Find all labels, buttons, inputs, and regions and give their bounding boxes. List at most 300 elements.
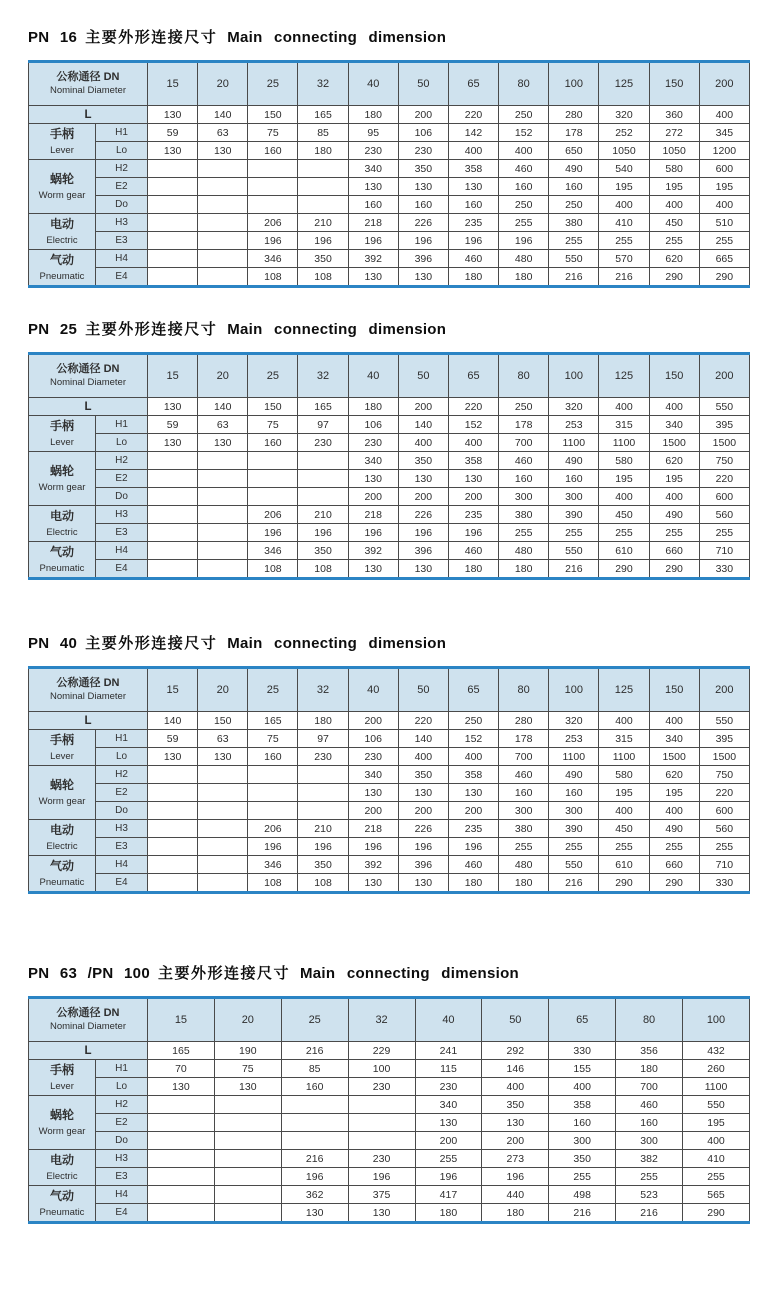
dn-header-cell: 20 bbox=[198, 354, 248, 398]
group-label-cell bbox=[29, 1186, 96, 1223]
dim-value-cell: 130 bbox=[448, 784, 498, 802]
header-label-en: Nominal Diameter bbox=[49, 1021, 127, 1033]
dim-value-cell: 400 bbox=[649, 712, 699, 730]
dim-value-cell: 490 bbox=[649, 506, 699, 524]
dim-value-cell bbox=[298, 784, 348, 802]
dim-value-cell: 392 bbox=[348, 542, 398, 560]
dim-value-cell: 400 bbox=[599, 802, 649, 820]
dim-value-cell: 273 bbox=[482, 1150, 549, 1168]
param-label-cell: H2 bbox=[96, 766, 148, 784]
dim-value-cell: 218 bbox=[348, 820, 398, 838]
dim-value-cell: 400 bbox=[649, 398, 699, 416]
dim-value-cell: 130 bbox=[348, 784, 398, 802]
dim-value-cell: 250 bbox=[499, 196, 549, 214]
dim-value-cell: 130 bbox=[214, 1078, 281, 1096]
dim-value-cell: 600 bbox=[699, 488, 749, 506]
dim-value-cell: 152 bbox=[448, 730, 498, 748]
group-label-en: Electric bbox=[46, 840, 78, 852]
header-label-cn: 公称通径 DN bbox=[56, 363, 120, 376]
dim-value-cell: 255 bbox=[549, 838, 599, 856]
param-label-cell: E3 bbox=[96, 524, 148, 542]
dim-value-cell: 130 bbox=[415, 1114, 482, 1132]
dim-value-cell: 1100 bbox=[549, 434, 599, 452]
dim-value-cell: 235 bbox=[448, 820, 498, 838]
dim-value-cell: 196 bbox=[482, 1168, 549, 1186]
dim-value-cell: 130 bbox=[448, 178, 498, 196]
dim-value-cell: 70 bbox=[148, 1060, 215, 1078]
dim-value-cell: 230 bbox=[415, 1078, 482, 1096]
dim-value-cell: 140 bbox=[198, 398, 248, 416]
section-title-english: Main connecting dimension bbox=[227, 635, 447, 652]
dim-value-cell bbox=[198, 268, 248, 287]
dim-value-cell: 400 bbox=[448, 142, 498, 160]
length-row-label-cell: L bbox=[29, 712, 148, 730]
dim-value-cell: 75 bbox=[248, 124, 298, 142]
dim-value-cell: 130 bbox=[148, 1078, 215, 1096]
dn-header-cell: 25 bbox=[248, 354, 298, 398]
dim-value-cell: 1500 bbox=[649, 434, 699, 452]
dim-value-cell: 226 bbox=[398, 506, 448, 524]
dim-value-cell: 400 bbox=[649, 802, 699, 820]
dim-value-cell: 255 bbox=[499, 214, 549, 232]
dim-value-cell: 610 bbox=[599, 856, 649, 874]
dim-value-cell: 480 bbox=[499, 542, 549, 560]
dim-value-cell: 200 bbox=[398, 398, 448, 416]
dim-value-cell: 130 bbox=[398, 560, 448, 579]
dim-value-cell bbox=[148, 214, 198, 232]
param-label-cell: H2 bbox=[96, 1096, 148, 1114]
dim-value-cell: 106 bbox=[348, 416, 398, 434]
dim-value-cell: 460 bbox=[499, 160, 549, 178]
dim-value-cell: 130 bbox=[148, 142, 198, 160]
dim-value-cell: 340 bbox=[348, 766, 398, 784]
group-label-cn: 气动 bbox=[49, 544, 74, 559]
dim-value-cell: 300 bbox=[549, 1132, 616, 1150]
param-label-cell: H1 bbox=[96, 1060, 148, 1078]
dim-value-cell: 196 bbox=[415, 1168, 482, 1186]
dim-value-cell: 75 bbox=[248, 730, 298, 748]
dim-value-cell: 460 bbox=[499, 452, 549, 470]
header-label-en: Nominal Diameter bbox=[49, 85, 127, 97]
dim-value-cell: 63 bbox=[198, 124, 248, 142]
dim-value-cell: 195 bbox=[649, 178, 699, 196]
dim-value-cell bbox=[148, 1132, 215, 1150]
dim-value-cell: 178 bbox=[549, 124, 599, 142]
dim-value-cell bbox=[148, 452, 198, 470]
dim-value-cell bbox=[198, 542, 248, 560]
dim-value-cell: 196 bbox=[298, 838, 348, 856]
dim-value-cell bbox=[248, 160, 298, 178]
group-label-en: Lever bbox=[50, 144, 74, 156]
dim-value-cell: 180 bbox=[298, 142, 348, 160]
dim-value-cell: 346 bbox=[248, 250, 298, 268]
dn-header-cell: 32 bbox=[298, 668, 348, 712]
dim-value-cell bbox=[148, 820, 198, 838]
dim-value-cell: 160 bbox=[448, 196, 498, 214]
section-title bbox=[28, 26, 750, 47]
dim-value-cell: 152 bbox=[499, 124, 549, 142]
dim-value-cell: 130 bbox=[398, 178, 448, 196]
dim-value-cell: 400 bbox=[699, 196, 749, 214]
dim-value-cell: 160 bbox=[616, 1114, 683, 1132]
dim-value-cell: 550 bbox=[549, 856, 599, 874]
dim-value-cell: 400 bbox=[649, 488, 699, 506]
dim-value-cell: 255 bbox=[699, 838, 749, 856]
group-label-cell bbox=[29, 1096, 96, 1150]
dn-header-cell: 100 bbox=[549, 668, 599, 712]
dim-value-cell: 523 bbox=[616, 1186, 683, 1204]
dim-value-cell: 108 bbox=[298, 268, 348, 287]
dim-value-cell: 300 bbox=[616, 1132, 683, 1150]
dim-value-cell: 346 bbox=[248, 542, 298, 560]
dim-value-cell: 140 bbox=[398, 416, 448, 434]
dim-value-cell: 290 bbox=[683, 1204, 750, 1223]
dim-value-cell: 165 bbox=[148, 1042, 215, 1060]
dim-value-cell: 350 bbox=[398, 452, 448, 470]
dn-header-cell: 40 bbox=[348, 668, 398, 712]
dn-header-cell: 65 bbox=[448, 354, 498, 398]
dim-value-cell: 130 bbox=[148, 434, 198, 452]
param-label-cell: H1 bbox=[96, 730, 148, 748]
dim-value-cell bbox=[198, 250, 248, 268]
dim-value-cell: 330 bbox=[699, 560, 749, 579]
dim-value-cell: 130 bbox=[148, 748, 198, 766]
dim-value-cell: 350 bbox=[398, 766, 448, 784]
dim-value-cell: 400 bbox=[499, 142, 549, 160]
dim-value-cell: 340 bbox=[415, 1096, 482, 1114]
dim-value-cell: 200 bbox=[448, 488, 498, 506]
dim-value-cell: 108 bbox=[248, 268, 298, 287]
dim-value-cell: 390 bbox=[549, 506, 599, 524]
dim-value-cell: 195 bbox=[599, 784, 649, 802]
param-label-cell: E4 bbox=[96, 560, 148, 579]
dim-value-cell: 1100 bbox=[599, 434, 649, 452]
dim-value-cell bbox=[214, 1114, 281, 1132]
dim-value-cell: 130 bbox=[398, 470, 448, 488]
dim-value-cell: 200 bbox=[415, 1132, 482, 1150]
dim-value-cell bbox=[298, 802, 348, 820]
dim-value-cell: 700 bbox=[499, 434, 549, 452]
dim-value-cell bbox=[148, 784, 198, 802]
dim-value-cell: 410 bbox=[683, 1150, 750, 1168]
dim-value-cell: 75 bbox=[214, 1060, 281, 1078]
dim-value-cell: 255 bbox=[549, 1168, 616, 1186]
dim-value-cell bbox=[148, 160, 198, 178]
dim-value-cell: 216 bbox=[599, 268, 649, 287]
dimension-table bbox=[28, 666, 750, 894]
dim-value-cell: 160 bbox=[248, 142, 298, 160]
dim-value-cell: 196 bbox=[398, 524, 448, 542]
dim-value-cell: 200 bbox=[348, 712, 398, 730]
dim-value-cell: 150 bbox=[248, 106, 298, 124]
dim-value-cell: 255 bbox=[649, 524, 699, 542]
dim-value-cell: 150 bbox=[198, 712, 248, 730]
dim-value-cell: 750 bbox=[699, 766, 749, 784]
dim-value-cell: 196 bbox=[348, 838, 398, 856]
dim-value-cell: 140 bbox=[398, 730, 448, 748]
dim-value-cell: 230 bbox=[348, 1078, 415, 1096]
dim-value-cell: 710 bbox=[699, 856, 749, 874]
dim-value-cell: 255 bbox=[415, 1150, 482, 1168]
section-title-chinese: 主要外形连接尺寸 bbox=[157, 965, 290, 982]
dim-value-cell: 400 bbox=[599, 712, 649, 730]
dim-value-cell: 220 bbox=[699, 470, 749, 488]
dn-header-cell: 15 bbox=[148, 354, 198, 398]
dim-value-cell: 106 bbox=[398, 124, 448, 142]
dim-value-cell: 196 bbox=[281, 1168, 348, 1186]
dim-value-cell: 130 bbox=[398, 784, 448, 802]
dim-value-cell: 85 bbox=[281, 1060, 348, 1078]
dim-value-cell: 320 bbox=[549, 712, 599, 730]
dn-header-cell: 80 bbox=[616, 998, 683, 1042]
param-label-cell: E2 bbox=[96, 178, 148, 196]
dim-value-cell: 180 bbox=[616, 1060, 683, 1078]
dim-value-cell: 130 bbox=[348, 560, 398, 579]
group-label-en: Electric bbox=[46, 234, 78, 246]
dim-value-cell: 350 bbox=[398, 160, 448, 178]
dim-value-cell: 63 bbox=[198, 730, 248, 748]
dim-value-cell: 250 bbox=[448, 712, 498, 730]
dim-value-cell: 255 bbox=[616, 1168, 683, 1186]
dim-value-cell: 160 bbox=[248, 748, 298, 766]
dim-value-cell: 196 bbox=[448, 232, 498, 250]
dimension-table bbox=[28, 996, 750, 1224]
dim-value-cell: 255 bbox=[549, 524, 599, 542]
dim-value-cell: 550 bbox=[549, 250, 599, 268]
group-label-cn: 手柄 bbox=[49, 732, 74, 747]
dim-value-cell: 250 bbox=[499, 106, 549, 124]
dim-value-cell: 565 bbox=[683, 1186, 750, 1204]
dim-value-cell bbox=[198, 232, 248, 250]
dn-header-cell: 50 bbox=[398, 62, 448, 106]
dim-value-cell: 460 bbox=[448, 250, 498, 268]
dim-value-cell: 230 bbox=[298, 434, 348, 452]
dim-value-cell bbox=[148, 1168, 215, 1186]
dim-value-cell: 392 bbox=[348, 856, 398, 874]
dim-value-cell: 580 bbox=[599, 766, 649, 784]
dn-header-cell: 20 bbox=[198, 668, 248, 712]
dim-value-cell: 498 bbox=[549, 1186, 616, 1204]
dim-value-cell: 490 bbox=[549, 160, 599, 178]
dim-value-cell: 560 bbox=[699, 820, 749, 838]
group-label-en: Pneumatic bbox=[39, 562, 85, 574]
dim-value-cell: 180 bbox=[348, 398, 398, 416]
dim-value-cell: 178 bbox=[499, 730, 549, 748]
dim-value-cell: 450 bbox=[599, 820, 649, 838]
section-title-chinese: 主要外形连接尺寸 bbox=[85, 29, 218, 46]
dim-value-cell: 196 bbox=[448, 524, 498, 542]
dim-value-cell: 130 bbox=[348, 874, 398, 893]
dim-value-cell: 165 bbox=[298, 106, 348, 124]
param-label-cell: H4 bbox=[96, 1186, 148, 1204]
param-label-cell: H3 bbox=[96, 820, 148, 838]
dim-value-cell: 660 bbox=[649, 856, 699, 874]
group-label-cn: 电动 bbox=[49, 822, 74, 837]
dim-value-cell: 1500 bbox=[699, 748, 749, 766]
group-label-cn: 电动 bbox=[49, 508, 74, 523]
dim-value-cell: 1100 bbox=[683, 1078, 750, 1096]
dim-value-cell: 255 bbox=[549, 232, 599, 250]
dim-value-cell: 380 bbox=[499, 506, 549, 524]
group-label-cn: 电动 bbox=[49, 216, 74, 231]
dim-value-cell: 206 bbox=[248, 506, 298, 524]
dn-header-cell: 32 bbox=[298, 62, 348, 106]
dim-value-cell: 190 bbox=[214, 1042, 281, 1060]
dim-value-cell: 620 bbox=[649, 452, 699, 470]
group-label-cn: 气动 bbox=[49, 1188, 74, 1203]
dn-header-cell: 25 bbox=[281, 998, 348, 1042]
dim-value-cell bbox=[198, 838, 248, 856]
dim-value-cell: 356 bbox=[616, 1042, 683, 1060]
dim-value-cell: 620 bbox=[649, 250, 699, 268]
param-label-cell: H2 bbox=[96, 452, 148, 470]
dn-header-cell: 100 bbox=[549, 354, 599, 398]
param-label-cell: E3 bbox=[96, 232, 148, 250]
dim-value-cell: 255 bbox=[499, 524, 549, 542]
dn-header-cell: 25 bbox=[248, 668, 298, 712]
dim-value-cell bbox=[298, 160, 348, 178]
group-label-cn: 蜗轮 bbox=[49, 171, 74, 186]
dim-value-cell: 180 bbox=[415, 1204, 482, 1223]
dim-value-cell: 130 bbox=[482, 1114, 549, 1132]
dim-value-cell: 580 bbox=[599, 452, 649, 470]
dim-value-cell: 146 bbox=[482, 1060, 549, 1078]
dim-value-cell: 540 bbox=[599, 160, 649, 178]
dim-value-cell bbox=[198, 452, 248, 470]
dim-value-cell: 130 bbox=[148, 398, 198, 416]
dim-value-cell: 380 bbox=[549, 214, 599, 232]
dim-value-cell bbox=[214, 1204, 281, 1223]
dim-value-cell bbox=[198, 160, 248, 178]
dim-value-cell: 196 bbox=[398, 232, 448, 250]
dim-value-cell: 480 bbox=[499, 250, 549, 268]
dim-value-cell bbox=[298, 766, 348, 784]
dim-value-cell: 210 bbox=[298, 820, 348, 838]
dim-value-cell: 195 bbox=[649, 784, 699, 802]
nominal-diameter-header-cell bbox=[29, 668, 148, 712]
dim-value-cell: 396 bbox=[398, 856, 448, 874]
dim-value-cell bbox=[148, 232, 198, 250]
dim-value-cell bbox=[148, 488, 198, 506]
pn-section-pn40 bbox=[28, 632, 750, 894]
dim-value-cell: 400 bbox=[448, 748, 498, 766]
dim-value-cell: 115 bbox=[415, 1060, 482, 1078]
dim-value-cell bbox=[198, 196, 248, 214]
dim-value-cell bbox=[148, 542, 198, 560]
dim-value-cell bbox=[198, 874, 248, 893]
header-label-cn: 公称通径 DN bbox=[56, 1007, 120, 1020]
dim-value-cell: 130 bbox=[348, 268, 398, 287]
param-label-cell: H3 bbox=[96, 506, 148, 524]
dim-value-cell bbox=[298, 452, 348, 470]
dim-value-cell bbox=[148, 196, 198, 214]
dim-value-cell: 160 bbox=[499, 470, 549, 488]
dim-value-cell: 550 bbox=[699, 712, 749, 730]
dim-value-cell bbox=[248, 488, 298, 506]
dim-value-cell: 358 bbox=[448, 766, 498, 784]
dim-value-cell: 97 bbox=[298, 416, 348, 434]
dim-value-cell: 200 bbox=[398, 106, 448, 124]
dn-header-cell: 20 bbox=[198, 62, 248, 106]
dim-value-cell: 220 bbox=[398, 712, 448, 730]
dim-value-cell: 400 bbox=[599, 196, 649, 214]
dim-value-cell: 350 bbox=[298, 856, 348, 874]
dim-value-cell: 330 bbox=[699, 874, 749, 893]
group-label-en: Lever bbox=[50, 750, 74, 762]
dim-value-cell: 250 bbox=[499, 398, 549, 416]
dim-value-cell bbox=[214, 1168, 281, 1186]
dim-value-cell: 290 bbox=[649, 874, 699, 893]
group-label-cell bbox=[29, 766, 96, 820]
dim-value-cell bbox=[248, 196, 298, 214]
dn-header-cell: 32 bbox=[348, 998, 415, 1042]
header-label-cn: 公称通径 DN bbox=[56, 677, 120, 690]
pn-section-pn25 bbox=[28, 318, 750, 580]
param-label-cell: H4 bbox=[96, 250, 148, 268]
group-label-cell bbox=[29, 1150, 96, 1186]
dim-value-cell bbox=[148, 766, 198, 784]
dim-value-cell: 490 bbox=[649, 820, 699, 838]
dim-value-cell bbox=[148, 506, 198, 524]
dim-value-cell: 440 bbox=[482, 1186, 549, 1204]
header-label-cn: 公称通径 DN bbox=[56, 71, 120, 84]
dn-header-cell: 100 bbox=[549, 62, 599, 106]
dim-value-cell bbox=[281, 1132, 348, 1150]
dim-value-cell bbox=[348, 1096, 415, 1114]
dim-value-cell: 560 bbox=[699, 506, 749, 524]
dn-header-cell: 80 bbox=[499, 668, 549, 712]
param-label-cell: E3 bbox=[96, 838, 148, 856]
dim-value-cell: 196 bbox=[398, 838, 448, 856]
dim-value-cell bbox=[148, 1096, 215, 1114]
header-label-en: Nominal Diameter bbox=[49, 691, 127, 703]
dim-value-cell: 660 bbox=[649, 542, 699, 560]
param-label-cell: H3 bbox=[96, 1150, 148, 1168]
dim-value-cell: 290 bbox=[649, 268, 699, 287]
nominal-diameter-header-cell bbox=[29, 998, 148, 1042]
dim-value-cell: 700 bbox=[499, 748, 549, 766]
dim-value-cell: 180 bbox=[448, 560, 498, 579]
param-label-cell: H4 bbox=[96, 542, 148, 560]
section-title-english: Main connecting dimension bbox=[227, 321, 447, 338]
group-label-en: Lever bbox=[50, 1080, 74, 1092]
dim-value-cell bbox=[281, 1114, 348, 1132]
dim-value-cell: 108 bbox=[298, 560, 348, 579]
dim-value-cell: 315 bbox=[599, 730, 649, 748]
dim-value-cell bbox=[198, 766, 248, 784]
dim-value-cell: 340 bbox=[348, 160, 398, 178]
dim-value-cell: 340 bbox=[348, 452, 398, 470]
dim-value-cell: 600 bbox=[699, 802, 749, 820]
header-label-en: Nominal Diameter bbox=[49, 377, 127, 389]
dim-value-cell: 700 bbox=[616, 1078, 683, 1096]
dim-value-cell: 196 bbox=[248, 524, 298, 542]
dim-value-cell: 280 bbox=[549, 106, 599, 124]
dim-value-cell: 220 bbox=[448, 398, 498, 416]
dim-value-cell: 196 bbox=[248, 232, 298, 250]
dim-value-cell: 580 bbox=[649, 160, 699, 178]
dim-value-cell bbox=[148, 268, 198, 287]
dim-value-cell: 358 bbox=[448, 452, 498, 470]
dim-value-cell: 253 bbox=[549, 730, 599, 748]
dim-value-cell: 95 bbox=[348, 124, 398, 142]
dim-value-cell: 480 bbox=[499, 856, 549, 874]
param-label-cell: Do bbox=[96, 1132, 148, 1150]
dim-value-cell: 196 bbox=[348, 1168, 415, 1186]
dim-value-cell: 340 bbox=[649, 416, 699, 434]
dim-value-cell bbox=[248, 766, 298, 784]
dim-value-cell: 160 bbox=[348, 196, 398, 214]
